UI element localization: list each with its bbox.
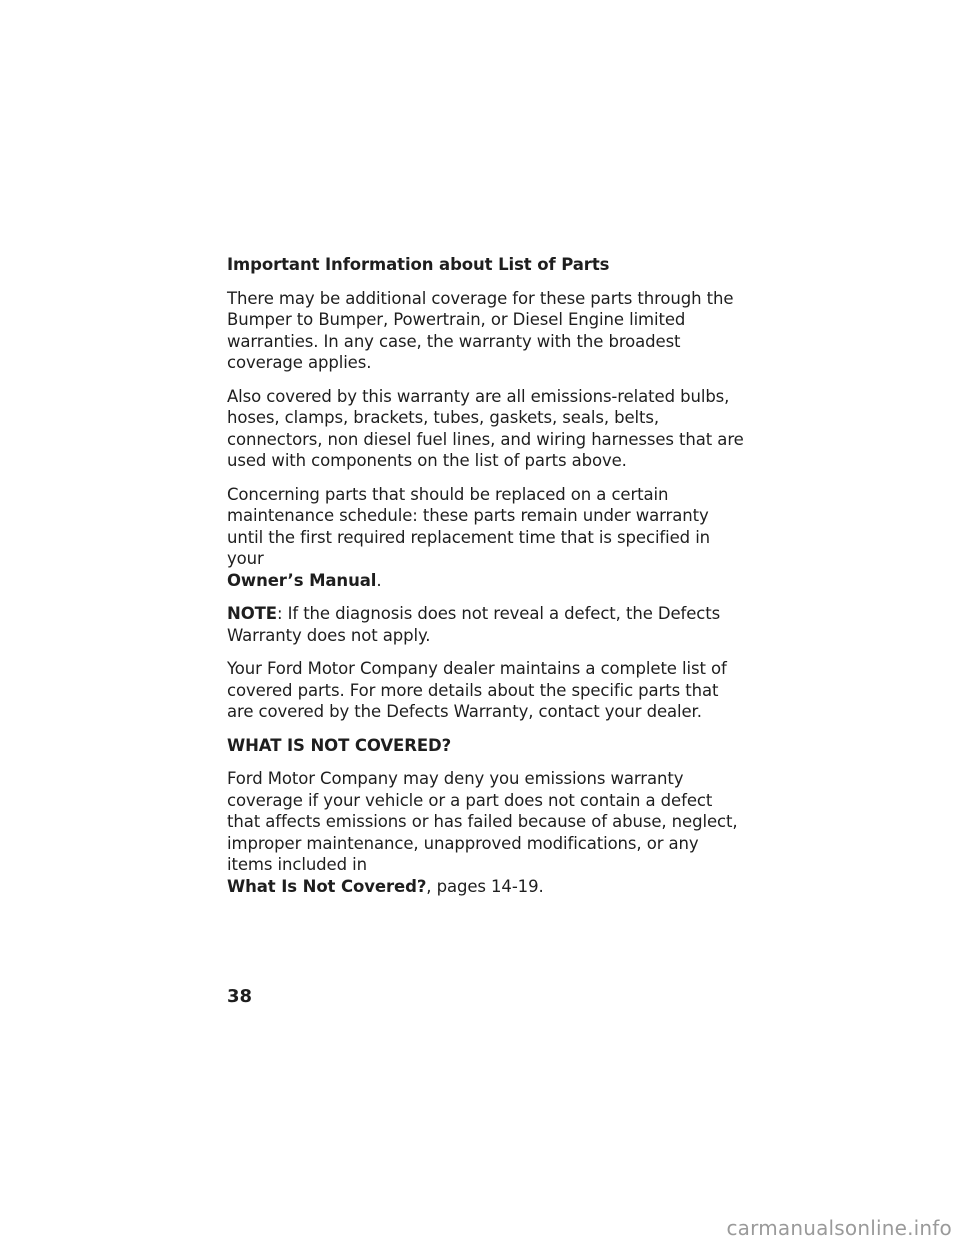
watermark-text: carmanualsonline.info (726, 1216, 952, 1240)
page-content (227, 254, 747, 909)
owners-manual-reference: Owner’s Manual (227, 570, 377, 590)
note-label: NOTE (227, 604, 277, 623)
note-text: : If the diagnosis does not reveal a defect, the Defects Warranty does not apply. (227, 604, 721, 645)
paragraph-deny-end: , pages 14-19. (426, 876, 544, 896)
section-heading-list-of-parts: Important Information about List of Parts (227, 255, 610, 274)
section-heading-not-covered: WHAT IS NOT COVERED? (227, 735, 452, 755)
paragraph-deny-text: Ford Motor Company may deny you emissions warranty coverage if your vehicle or a part does not contain a defect that affects emissions or has failed because of abuse, neglect, improper maintenance, unapproved modifications, or any items included in (227, 769, 738, 874)
paragraph-maintenance-text: Concerning parts that should be replaced on a certain maintenance schedule: these parts remain under warranty until the first required replacement time that is specified in your (227, 484, 711, 568)
what-is-not-covered-reference: What Is Not Covered? (227, 876, 427, 896)
paragraph-also-covered: Also covered by this warranty are all emissions-related bulbs, hoses, clamps, brackets, tubes, gaskets, seals, belts, connectors, non diesel fuel lines, and wiring harnesses that are used with components on the list of parts above. (227, 386, 744, 470)
paragraph-additional-coverage: There may be additional coverage for these parts through the Bumper to Bumper, Powertrain, or Diesel Engine limited warranties. In any case, the warranty with the broadest coverage applies. (227, 288, 734, 372)
paragraph-deny-coverage (227, 768, 747, 897)
paragraph-maintenance-end: . (376, 570, 382, 590)
note-paragraph (227, 603, 747, 646)
paragraph-dealer-list: Your Ford Motor Company dealer maintains a complete list of covered parts. For more details about the specific parts that are covered by the Defects Warranty, contact your dealer. (227, 659, 727, 721)
paragraph-maintenance-schedule (227, 484, 747, 592)
page-number: 38 (227, 986, 253, 1007)
